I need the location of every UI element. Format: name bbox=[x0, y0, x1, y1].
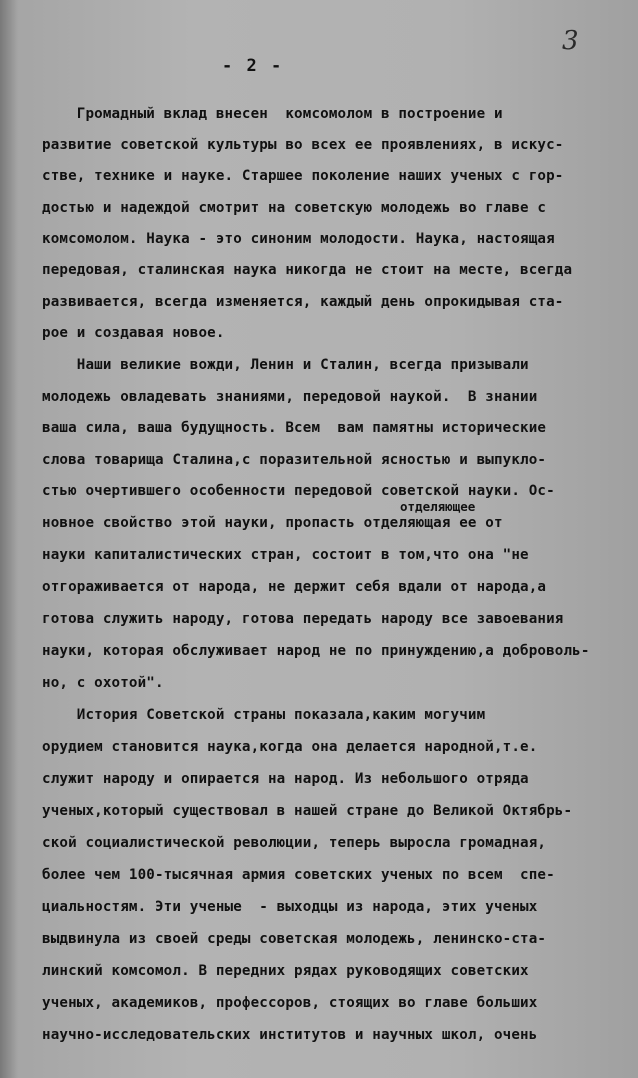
text-line: Наши великие вожди, Ленин и Сталин, всегда призывали bbox=[42, 357, 529, 373]
page-number: - 2 - bbox=[222, 56, 284, 76]
text-line: Громадный вклад внесен комсомолом в построение и bbox=[42, 106, 503, 122]
text-line: передовая, сталинская наука никогда не стоит на месте, всегда bbox=[42, 262, 573, 278]
text-line: достью и надеждой смотрит на советскую молодежь во главе с bbox=[42, 200, 547, 216]
text-line: отгораживается от народа, не держит себя вдали от народа,а bbox=[42, 579, 547, 595]
text-line: но, с охотой". bbox=[42, 675, 164, 691]
text-line: развивается, всегда изменяется, каждый день опрокидывая ста- bbox=[42, 294, 564, 310]
text-line: комсомолом. Наука - это синоним молодости. Наука, настоящая bbox=[42, 231, 555, 247]
text-line: новное свойство этой науки, пропасть отделяющая ее от bbox=[42, 515, 503, 531]
text-line: выдвинула из своей среды советская молодежь, ленинско-ста- bbox=[42, 931, 547, 947]
text-line: науки капиталистических стран, состоит в том,что она "не bbox=[42, 547, 529, 563]
text-line: ученых,который существовал в нашей стране до Великой Октябрь- bbox=[42, 803, 573, 819]
text-line: рое и создавая новое. bbox=[42, 325, 225, 341]
text-line: ученых, академиков, профессоров, стоящих во главе больших bbox=[42, 995, 538, 1011]
handwritten-sheet-number: 3 bbox=[562, 26, 579, 56]
text-line: История Советской страны показала,каким могучим bbox=[42, 707, 486, 723]
text-line: науки, которая обслуживает народ не по принуждению,а доброволь- bbox=[42, 643, 590, 659]
text-line: стве, технике и науке. Старшее поколение наших ученых с гор- bbox=[42, 168, 564, 184]
text-line: слова товарища Сталина,с поразительной ясностью и выпукло- bbox=[42, 452, 547, 468]
text-line: более чем 100-тысячная армия советских ученых по всем спе- bbox=[42, 867, 555, 883]
text-line: научно-исследовательских институтов и научных школ, очень bbox=[42, 1027, 538, 1043]
text-line: молодежь овладевать знаниями, передовой наукой. В знании bbox=[42, 389, 538, 405]
typed-insertion: отделяющее bbox=[400, 499, 476, 514]
text-line: служит народу и опирается на народ. Из небольшого отряда bbox=[42, 771, 529, 787]
text-line: циальностям. Эти ученые - выходцы из народа, этих ученых bbox=[42, 899, 538, 915]
text-line: готова служить народу, готова передать народу все завоевания bbox=[42, 611, 564, 627]
text-line: линский комсомол. В передних рядах руководящих советских bbox=[42, 963, 529, 979]
text-line: ской социалистической революции, теперь выросла громадная, bbox=[42, 835, 547, 851]
text-line: ваша сила, ваша будущность. Всем вам памятны исторические bbox=[42, 420, 547, 436]
text-line: орудием становится наука,когда она делается народной,т.е. bbox=[42, 739, 538, 755]
scan-edge-shadow bbox=[0, 0, 18, 1078]
text-line: стью очертившего особенности передовой советской науки. Ос- bbox=[42, 483, 555, 499]
text-line: развитие советской культуры во всех ее проявлениях, в искус- bbox=[42, 137, 564, 153]
